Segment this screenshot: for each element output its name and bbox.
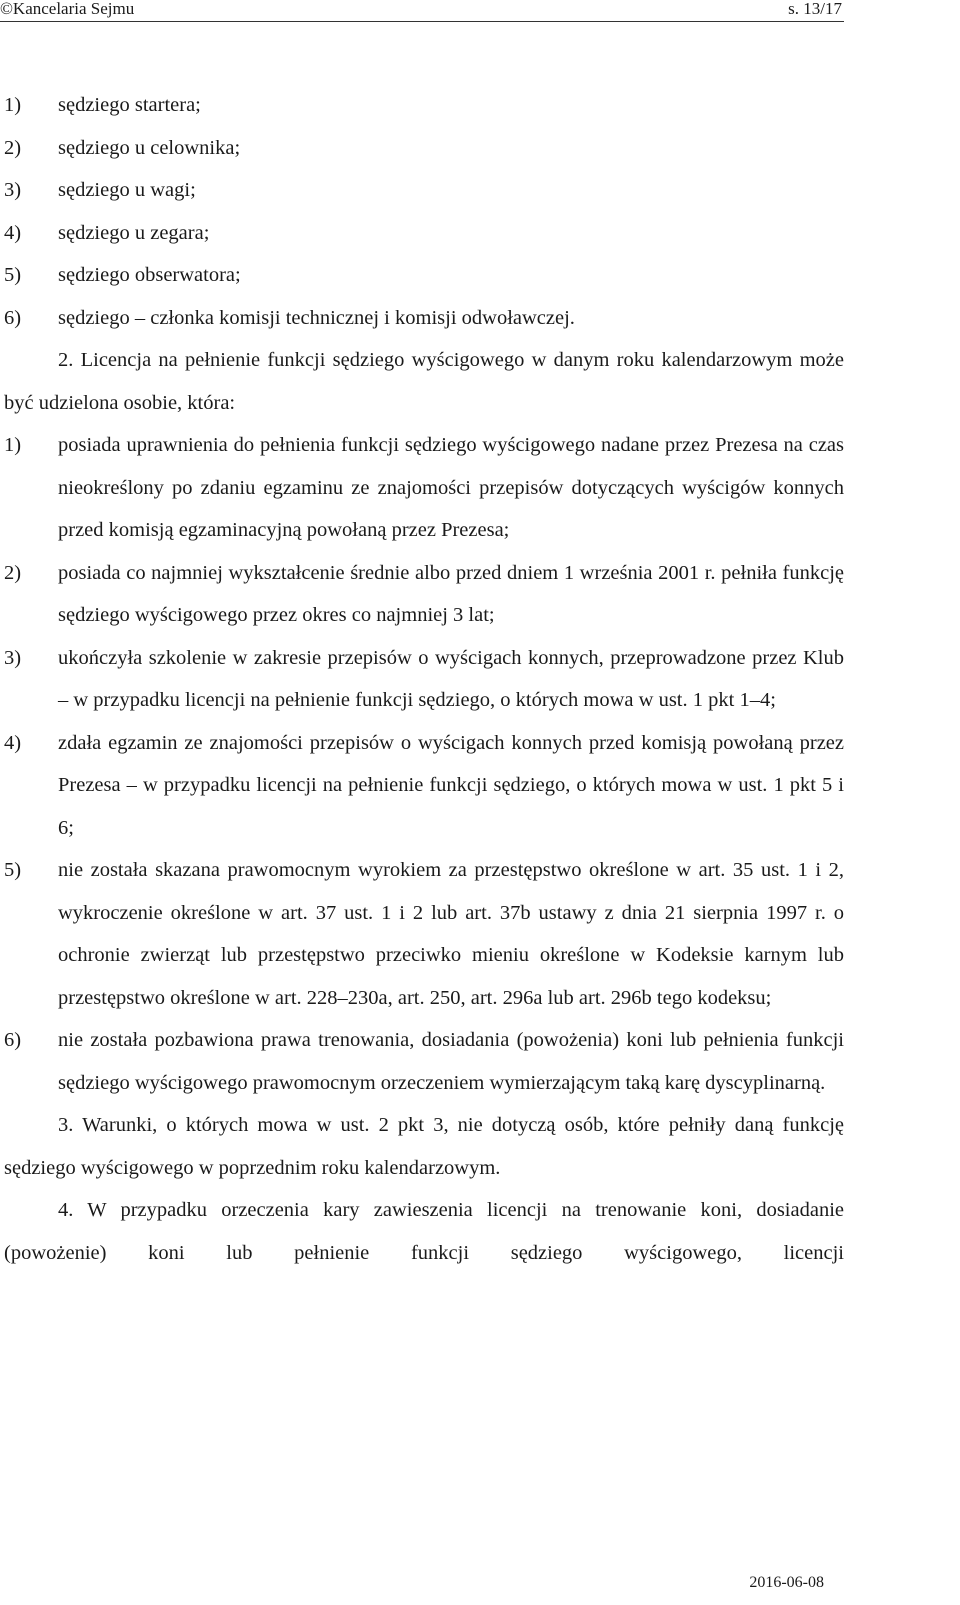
list-item-text: nie została pozbawiona prawa trenowania, dosiadania (powożenia) koni lub pełnienia funkcji sędziego wyścigowego prawomocnym orzeczeniem wymierzającym taką karę dyscyplinarną. (58, 1029, 844, 1094)
paragraph-2: 2. Licencja na pełnienie funkcji sędziego wyścigowego w danym roku kalendarzowym może być udzielona osobie, która: (4, 349, 844, 414)
list-item (4, 212, 844, 255)
list-item (4, 1019, 844, 1104)
list-item-number: 3) (4, 179, 22, 201)
list-item (4, 254, 844, 297)
list-item-text: sędziego startera; (58, 94, 201, 116)
paragraph-3: 3. Warunki, o których mowa w ust. 2 pkt 3, nie dotyczą osób, które pełniły daną funkcję sędziego wyścigowego w poprzednim roku kalendarzowym. (4, 1114, 844, 1179)
list-item (4, 637, 844, 722)
list-item-number: 5) (4, 859, 22, 881)
list-item-text: posiada uprawnienia do pełnienia funkcji sędziego wyścigowego nadane przez Prezesa na czas nieokreślony po zdaniu egzaminu ze znajomości przepisów dotyczących wyścigów konnych przed komisją egzaminacyjną powołaną przez Prezesa; (58, 434, 844, 541)
list-item-number: 1) (4, 94, 22, 116)
list-item-text: sędziego obserwatora; (58, 264, 241, 286)
list-item (4, 169, 844, 212)
list-item-text: sędziego u celownika; (58, 136, 241, 159)
page-number: s. 13/17 (788, 0, 842, 18)
list-item (4, 127, 844, 170)
list-item-text: posiada co najmniej wykształcenie średnie albo przed dniem 1 września 2001 r. pełniła funkcję sędziego wyścigowego przez okres co najmniej 3 lat; (58, 561, 844, 626)
list-item (4, 297, 844, 340)
list-item-number: 4) (4, 221, 22, 244)
list-item-number: 2) (4, 136, 22, 159)
document-date: 2016-06-08 (749, 1574, 824, 1591)
copyright-label: ©Kancelaria Sejmu (0, 0, 135, 18)
list-item-text: ukończyła szkolenie w zakresie przepisów o wyścigach konnych, przeprowadzone przez Klub – w przypadku licencji na pełnienie funkcji sędziego, o których mowa w ust. 1 pkt 1–4; (58, 646, 844, 711)
page-header (0, 0, 960, 22)
list-item-number: 3) (4, 646, 22, 669)
list-item (4, 424, 844, 552)
list-item-number: 1) (4, 434, 22, 456)
list-item-text: sędziego u wagi; (58, 179, 196, 201)
list-item (4, 849, 844, 1019)
header-divider (0, 21, 844, 22)
list-item (4, 722, 844, 850)
list-item-text: sędziego – członka komisji technicznej i komisji odwoławczej. (58, 306, 575, 329)
license-conditions-list (4, 424, 844, 1104)
list-item-text: sędziego u zegara; (58, 221, 210, 244)
paragraph-4: 4. W przypadku orzeczenia kary zawieszenia licencji na trenowanie koni, dosiadanie (powożenie) koni lub pełnienie funkcji sędziego wyścigowego, licencji (4, 1199, 844, 1264)
list-item-number: 6) (4, 306, 22, 329)
list-item (4, 84, 844, 127)
list-item (4, 552, 844, 637)
list-item-number: 4) (4, 731, 22, 754)
judge-types-list (4, 84, 844, 339)
list-item-text: nie została skazana prawomocnym wyrokiem za przestępstwo określone w art. 35 ust. 1 i 2, wykroczenie określone w art. 37 ust. 1 i 2 lub art. 37b ustawy z dnia 21 sierpnia 1997 r. o ochronie zwierząt lub przestępstwo przeciwko mieniu określone w Kodeksie karnym lub przestępstwo określone w art. 228–230a, art. 250, art. 296a lub art. 296b tego kodeksu; (58, 859, 844, 1009)
list-item-text: zdała egzamin ze znajomości przepisów o wyścigach konnych przed komisją powołaną przez Prezesa – w przypadku licencji na pełnienie funkcji sędziego, o których mowa w ust. 1 pkt 5 i 6; (58, 731, 844, 839)
list-item-number: 6) (4, 1029, 22, 1051)
list-item-number: 5) (4, 264, 22, 286)
list-item-number: 2) (4, 561, 22, 584)
document-body (4, 84, 844, 1274)
